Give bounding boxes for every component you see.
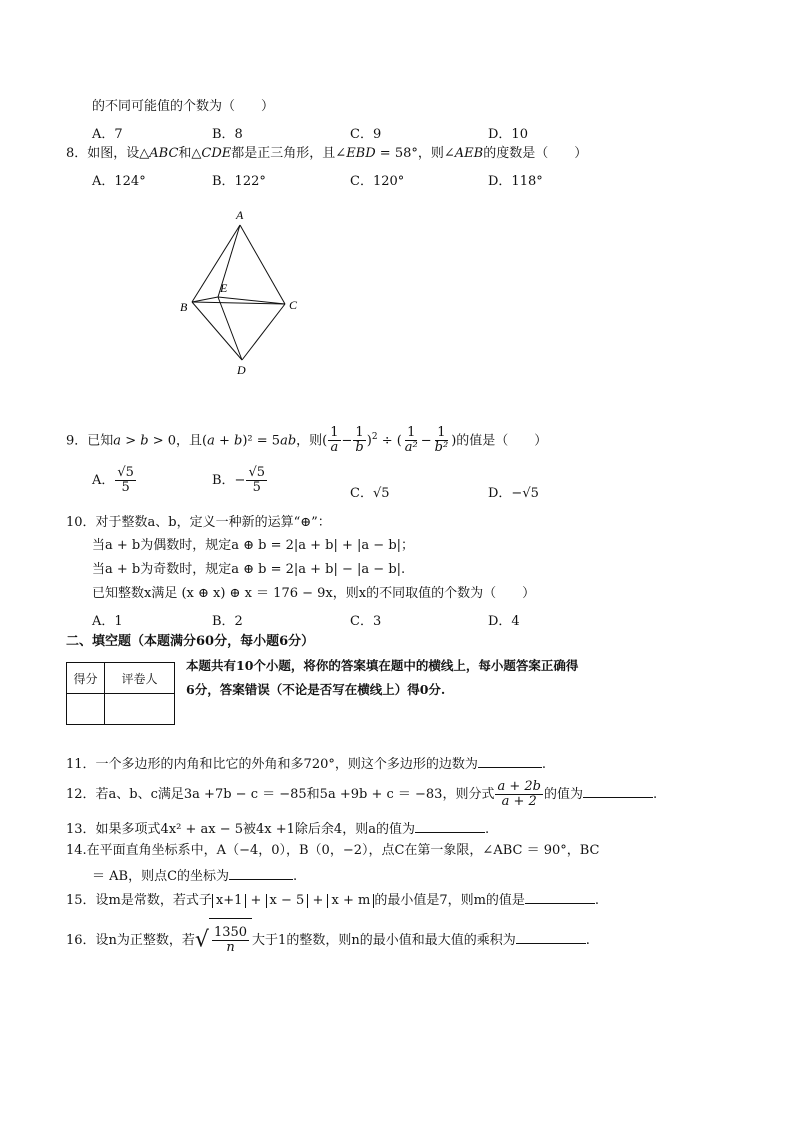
q16: 16．设n为正整数，若√ $\frac{1350}{n}$ 大于1的整数，则n的最小值和最大值的乘积为 .: [66, 918, 590, 963]
fig-label-b: B: [180, 300, 188, 314]
q14-line1: 14.在平面直角坐标系中，A（−4，0），B（0，−2），点C在第一象限，∠ABC ＝ 90°，BC: [66, 843, 600, 858]
q10-stem: 10．对于整数a、b，定义一种新的运算“⊕”：: [66, 515, 331, 530]
q8-stem: 8．如图，设△ABC和△CDE都是正三角形，且∠EBD = 58°，则∠AEB的度数是（ ）: [66, 146, 588, 161]
q15: 15．设m是常数，若式子 x+1 + x − 5 + x + m 的最小值是7，则m的值是 .: [66, 890, 599, 909]
grader-header: 评卷人: [105, 663, 175, 694]
q10-rule-even: 当a + b为偶数时，规定a ⊕ b = 2|a + b| + |a − b|；: [92, 538, 415, 553]
q7-option-b: B．8: [212, 127, 243, 142]
q10-option-d: D．4: [488, 614, 520, 629]
q11: 11．一个多边形的内角和比它的外角和多720°，则这个多边形的边数为 .: [66, 754, 546, 773]
q10-option-c: C．3: [350, 614, 382, 629]
q13: 13．如果多项式4x² + ax − 5被4x +1除后余4，则a的值为 .: [66, 819, 489, 838]
q9-stem: 9．已知a > b > 0，且(a + b)² = 5ab，则( $\frac{1}{a}$ − $\frac{1}{b}$ )$^2$ ÷ ( $\frac{1}{\text{a²}}$ − $\frac{1}{\text{b²}}$ )的值是（ ）: [66, 425, 548, 456]
fig-label-c: C: [289, 298, 298, 312]
score-header: 得分: [67, 663, 105, 694]
q7-option-a: A．7: [92, 127, 123, 142]
q9-option-d: D．−√5: [488, 486, 539, 501]
q7-option-c: C．9: [350, 127, 382, 142]
q10-option-a: A．1: [92, 614, 123, 629]
q10-condition: 已知整数x满足 (x ⊕ x) ⊕ x ＝ 176 − 9x，则x的不同取值的个数为（ ）: [92, 586, 536, 601]
q14-answer-blank[interactable]: [229, 866, 293, 880]
q12-answer-blank[interactable]: [583, 784, 653, 798]
q11-answer-blank[interactable]: [478, 754, 542, 768]
q8-option-b: B．122°: [212, 174, 266, 189]
q8-option-a: A．124°: [92, 174, 146, 189]
q7-stem-tail: 的不同可能值的个数为（ ）: [92, 99, 275, 114]
section-note-line2: 6分，答案错误（不论是否写在横线上）得0分.: [186, 682, 446, 697]
q13-answer-blank[interactable]: [415, 819, 485, 833]
fig-label-a: A: [236, 208, 244, 222]
q14-line2: ＝ AB，则点C的坐标为 .: [92, 866, 297, 885]
q10-rule-odd: 当a + b为奇数时，规定a ⊕ b = 2|a + b| − |a − b|.: [92, 562, 406, 577]
q7-option-d: D．10: [488, 127, 528, 142]
q8-option-d: D．118°: [488, 174, 543, 189]
q16-answer-blank[interactable]: [516, 930, 586, 944]
q8-figure: [170, 200, 330, 385]
fig-label-d: D: [237, 363, 246, 377]
q8-option-c: C．120°: [350, 174, 405, 189]
section-title: 二、填空题（本题满分60分，每小题6分）: [66, 634, 315, 649]
q9-option-a: A． $\frac{√5}{5}$: [92, 465, 134, 495]
q10-option-b: B．2: [212, 614, 243, 629]
section-note-line1: 本题共有10个小题，将你的答案填在题中的横线上，每小题答案正确得: [186, 658, 579, 673]
q9-option-b: B．− $\frac{√5}{5}$: [212, 465, 266, 495]
q15-answer-blank[interactable]: [525, 890, 595, 904]
score-table: [66, 662, 175, 725]
score-cell[interactable]: [67, 694, 105, 725]
fig-label-e: E: [220, 281, 228, 295]
q9-option-c: C．√5: [350, 486, 390, 501]
q12: 12．若a、b、c满足3a +7b − c ＝ −85和5a +9b + c ＝ −83，则分式 $\frac{a + 2b}{a + 2}$ 的值为 .: [66, 779, 658, 809]
grader-cell[interactable]: [105, 694, 175, 725]
